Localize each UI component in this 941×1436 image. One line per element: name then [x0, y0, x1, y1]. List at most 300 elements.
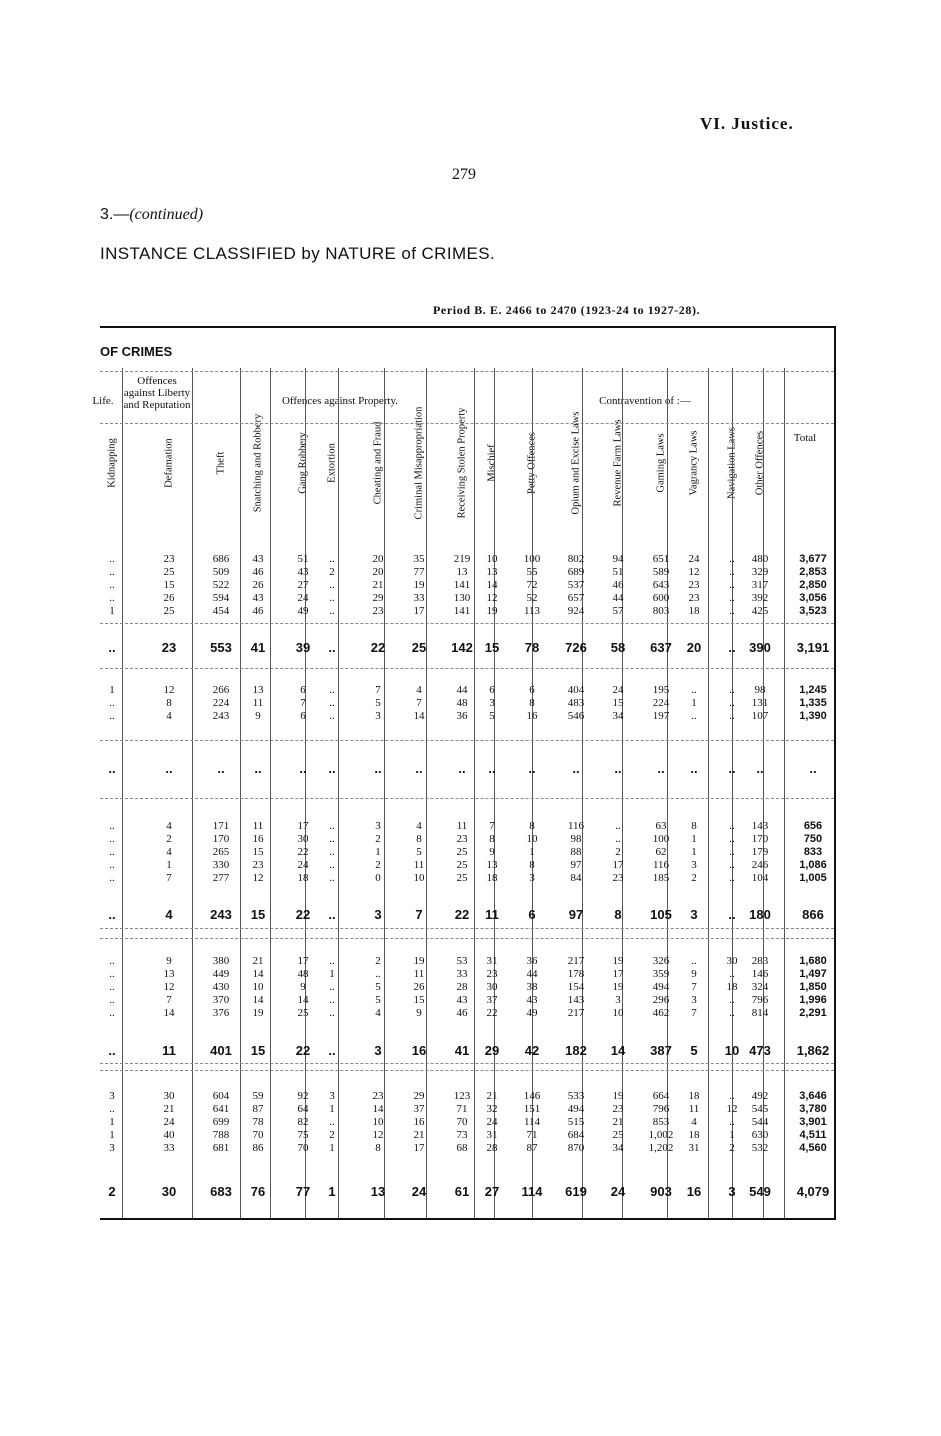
summary-cell: .. [108, 907, 116, 922]
table-cell: 5 [375, 994, 381, 1006]
table-cell: 37 [413, 1103, 425, 1115]
summary-cell: .. [488, 761, 496, 776]
table-cell: 71 [456, 1103, 468, 1115]
column-header-label: Extortion [326, 443, 338, 483]
table-cell: 1 [109, 605, 115, 617]
table-cell: 853 [652, 1116, 670, 1128]
table-row [100, 1129, 834, 1142]
table-cell: 4 [166, 710, 172, 722]
summary-cell: .. [217, 761, 225, 776]
table-cell: 480 [751, 553, 769, 565]
table-row [100, 955, 834, 968]
table-cell: 3 [375, 710, 381, 722]
table-cell: .. [329, 955, 335, 967]
summary-cell: 29 [484, 1043, 500, 1058]
table-cell: 219 [453, 553, 471, 565]
column-header-opium-and-excise-laws [561, 413, 591, 513]
table-cell: 12 [688, 566, 700, 578]
section-label-continued: (continued) [129, 206, 204, 223]
table-cell: 12 [163, 981, 175, 993]
table-cell: 15 [413, 994, 425, 1006]
summary-cell: 2 [108, 1184, 116, 1199]
row-total-cell: 1,005 [799, 872, 827, 884]
table-cell: 12 [372, 1129, 384, 1141]
table-cell: .. [109, 566, 115, 578]
table-cell: 63 [655, 820, 667, 832]
table-cell: 600 [652, 592, 670, 604]
table-cell: 1 [529, 846, 535, 858]
table-cell: 686 [212, 553, 230, 565]
summary-cell: 553 [210, 640, 232, 655]
table-cell: 24 [486, 1116, 498, 1128]
summary-cell: 3 [728, 1184, 736, 1199]
table-cell: 13 [456, 566, 468, 578]
table-cell: 17 [297, 820, 309, 832]
table-cell: .. [329, 697, 335, 709]
table-cell: 15 [612, 697, 624, 709]
table-cell: 9 [416, 1007, 422, 1019]
summary-cell: 15 [484, 640, 500, 655]
table-cell: 30 [163, 1090, 175, 1102]
summary-cell: 3 [690, 907, 698, 922]
table-cell: 870 [567, 1142, 585, 1154]
table-cell: 425 [751, 605, 769, 617]
table-cell: 8 [529, 697, 535, 709]
summary-cell: .. [809, 761, 817, 776]
table-cell: 22 [486, 1007, 498, 1019]
table-cell: .. [329, 592, 335, 604]
summary-cell: .. [108, 640, 116, 655]
table-cell: 2 [329, 1129, 335, 1141]
table-cell: 604 [212, 1090, 230, 1102]
table-cell: 46 [612, 579, 624, 591]
table-cell: 25 [297, 1007, 309, 1019]
summary-cell: 473 [749, 1043, 771, 1058]
table-cell: 51 [612, 566, 624, 578]
table-cell: 7 [691, 1007, 697, 1019]
table-cell: .. [109, 592, 115, 604]
table-cell: 100 [652, 833, 670, 845]
table-cell: 11 [413, 968, 425, 980]
table-cell: 13 [163, 968, 175, 980]
row-rule [100, 371, 834, 372]
column-header-label: Receiving Stolen Property [456, 407, 468, 519]
summary-cell: 42 [524, 1043, 540, 1058]
table-cell: 55 [526, 566, 538, 578]
group-property: Offences against Property. [281, 395, 399, 407]
summary-row [100, 761, 834, 777]
table-cell: 324 [751, 981, 769, 993]
summary-cell: .. [108, 761, 116, 776]
table-cell: 116 [567, 820, 585, 832]
table-cell: .. [729, 833, 735, 845]
table-cell: .. [729, 1116, 735, 1128]
summary-cell: .. [614, 761, 622, 776]
table-cell: 19 [612, 955, 624, 967]
table-cell: .. [329, 553, 335, 565]
table-cell: 16 [252, 833, 264, 845]
table-cell: 2 [729, 1142, 735, 1154]
table-cell: 23 [372, 605, 384, 617]
table-row [100, 579, 834, 592]
table-cell: 197 [652, 710, 670, 722]
table-cell: 1 [691, 697, 697, 709]
table-cell: 2 [375, 859, 381, 871]
table-cell: 24 [297, 859, 309, 871]
column-header-receiving-stolen-property [447, 407, 477, 519]
table-cell: 70 [297, 1142, 309, 1154]
table-cell: 43 [252, 592, 264, 604]
table-cell: .. [329, 1007, 335, 1019]
column-header-label: Gang Robbery [297, 432, 309, 494]
table-cell: 9 [691, 968, 697, 980]
summary-cell: 180 [749, 907, 771, 922]
table-cell: 88 [570, 846, 582, 858]
table-cell: 9 [255, 710, 261, 722]
summary-cell: 97 [568, 907, 584, 922]
table-cell: 100 [523, 553, 541, 565]
table-cell: 684 [567, 1129, 585, 1141]
table-cell: 98 [570, 833, 582, 845]
table-row [100, 592, 834, 605]
table-cell: .. [109, 859, 115, 871]
table-cell: .. [729, 872, 735, 884]
column-header-label: Other Offences [754, 430, 766, 496]
table-cell: .. [109, 846, 115, 858]
summary-cell: .. [328, 640, 336, 655]
column-header-extortion [317, 413, 347, 513]
table-cell: 104 [751, 872, 769, 884]
table-row [100, 1090, 834, 1103]
summary-cell: 683 [210, 1184, 232, 1199]
table-cell: 5 [416, 846, 422, 858]
table-cell: 19 [486, 605, 498, 617]
table-cell: 1 [329, 968, 335, 980]
summary-cell: 182 [565, 1043, 587, 1058]
table-cell: 788 [212, 1129, 230, 1141]
summary-cell: .. [374, 761, 382, 776]
row-total-cell: 833 [803, 846, 823, 858]
table-cell: 2 [329, 566, 335, 578]
table-cell: 9 [489, 846, 495, 858]
table-cell: 9 [166, 955, 172, 967]
table-cell: 23 [486, 968, 498, 980]
table-cell: 33 [413, 592, 425, 604]
table-cell: 43 [297, 566, 309, 578]
summary-cell: 24 [610, 1184, 626, 1199]
table-cell: 532 [751, 1142, 769, 1154]
table-cell: 7 [166, 872, 172, 884]
table-cell: 533 [567, 1090, 585, 1102]
summary-cell: 401 [210, 1043, 232, 1058]
summary-cell: .. [328, 1043, 336, 1058]
column-header-label: Defamation [163, 438, 175, 488]
summary-cell: 22 [370, 640, 386, 655]
summary-cell: 14 [610, 1043, 626, 1058]
table-cell: 11 [456, 820, 468, 832]
row-total-cell: 4,560 [799, 1142, 827, 1154]
table-cell: 23 [372, 1090, 384, 1102]
table-title: INSTANCE CLASSIFIED by NATURE of CRIMES. [100, 244, 496, 263]
table-cell: .. [109, 1103, 115, 1115]
table-cell: 25 [163, 566, 175, 578]
table-cell: 146 [751, 968, 769, 980]
summary-cell: .. [657, 761, 665, 776]
table-cell: 21 [612, 1116, 624, 1128]
table-cell: 6 [300, 710, 306, 722]
summary-cell: 4,079 [796, 1184, 830, 1199]
table-cell: 1 [691, 833, 697, 845]
table-cell: 217 [567, 1007, 585, 1019]
table-cell: 11 [252, 697, 264, 709]
table-cell: 430 [212, 981, 230, 993]
table-cell: 3 [615, 994, 621, 1006]
table-cell: 141 [453, 579, 471, 591]
table-cell: 48 [456, 697, 468, 709]
table-cell: 21 [163, 1103, 175, 1115]
table-cell: 5 [375, 981, 381, 993]
table-cell: 2 [166, 833, 172, 845]
table-cell: 21 [486, 1090, 498, 1102]
table-cell: 92 [297, 1090, 309, 1102]
table-cell: 46 [456, 1007, 468, 1019]
column-header-vagrancy-laws [679, 413, 709, 513]
table-cell: 0 [375, 872, 381, 884]
summary-cell: .. [458, 761, 466, 776]
summary-cell: 726 [565, 640, 587, 655]
table-cell: .. [729, 553, 735, 565]
table-cell: 16 [526, 710, 538, 722]
table-cell: 3 [691, 859, 697, 871]
table-row [100, 566, 834, 579]
table-cell: 64 [297, 1103, 309, 1115]
section-label [100, 206, 203, 224]
summary-cell: .. [328, 761, 336, 776]
table-cell: 265 [212, 846, 230, 858]
table-cell: .. [729, 994, 735, 1006]
table-cell: 44 [612, 592, 624, 604]
table-cell: 40 [163, 1129, 175, 1141]
table-cell: 24 [163, 1116, 175, 1128]
table-cell: 57 [612, 605, 624, 617]
summary-cell: 1 [328, 1184, 336, 1199]
column-header-mischief [477, 413, 507, 513]
table-cell: 36 [456, 710, 468, 722]
table-cell: .. [329, 820, 335, 832]
group-liberty-reputation: Offences against Liberty and Reputation [123, 375, 191, 411]
table-cell: .. [329, 684, 335, 696]
summary-cell: 41 [250, 640, 266, 655]
summary-cell: .. [728, 907, 736, 922]
column-header-label: Mischief [486, 444, 498, 482]
summary-cell: .. [528, 761, 536, 776]
table-cell: .. [329, 710, 335, 722]
table-cell: 25 [456, 846, 468, 858]
summary-cell: .. [108, 1043, 116, 1058]
table-cell: 3 [529, 872, 535, 884]
row-total-cell: 2,853 [799, 566, 827, 578]
table-cell: .. [729, 579, 735, 591]
table-cell: 30 [297, 833, 309, 845]
table-cell: 454 [212, 605, 230, 617]
table-cell: 1 [109, 684, 115, 696]
table-cell: 1 [329, 1103, 335, 1115]
table-cell: 26 [252, 579, 264, 591]
table-cell: 70 [456, 1116, 468, 1128]
table-cell: .. [109, 553, 115, 565]
table-row [100, 1103, 834, 1116]
table-cell: .. [329, 1116, 335, 1128]
summary-cell: 8 [614, 907, 622, 922]
crime-statistics-table [92, 326, 836, 1220]
table-cell: 13 [486, 859, 498, 871]
table-cell: 1 [329, 1142, 335, 1154]
table-cell: 376 [212, 1007, 230, 1019]
row-total-cell: 1,850 [799, 981, 827, 993]
summary-cell: .. [328, 907, 336, 922]
table-cell: 14 [252, 994, 264, 1006]
table-cell: 317 [751, 579, 769, 591]
summary-cell: 15 [250, 907, 266, 922]
summary-row [100, 1043, 834, 1059]
table-cell: 483 [567, 697, 585, 709]
table-cell: 10 [486, 553, 498, 565]
table-cell: 5 [489, 710, 495, 722]
table-cell: 7 [691, 981, 697, 993]
summary-cell: 22 [295, 1043, 311, 1058]
table-row [100, 1142, 834, 1155]
table-cell: 3 [109, 1090, 115, 1102]
table-cell: 4 [166, 820, 172, 832]
table-cell: 123 [453, 1090, 471, 1102]
table-cell: 19 [612, 981, 624, 993]
table-cell: .. [109, 820, 115, 832]
table-cell: 4 [166, 846, 172, 858]
row-rule [100, 668, 834, 669]
table-cell: .. [109, 994, 115, 1006]
table-cell: 1 [109, 1129, 115, 1141]
table-cell: 171 [212, 820, 230, 832]
total-header: Total [793, 432, 817, 444]
table-cell: 2 [691, 872, 697, 884]
table-cell: 25 [456, 872, 468, 884]
table-row [100, 605, 834, 618]
table-cell: .. [615, 833, 621, 845]
table-cell: 87 [252, 1103, 264, 1115]
row-total-cell: 1,497 [799, 968, 827, 980]
table-cell: 18 [688, 1129, 700, 1141]
table-cell: 71 [526, 1129, 538, 1141]
table-cell: .. [109, 833, 115, 845]
table-cell: 12 [486, 592, 498, 604]
table-cell: .. [329, 872, 335, 884]
column-header-label: Criminal Misappropriation [413, 406, 425, 520]
table-cell: 4 [416, 684, 422, 696]
table-cell: 7 [166, 994, 172, 1006]
table-cell: 681 [212, 1142, 230, 1154]
table-cell: 32 [486, 1103, 498, 1115]
table-cell: 34 [612, 710, 624, 722]
table-cell: .. [615, 820, 621, 832]
table-cell: 114 [523, 1116, 541, 1128]
table-cell: 84 [570, 872, 582, 884]
table-row [100, 820, 834, 833]
summary-cell: 23 [161, 640, 177, 655]
table-cell: 87 [526, 1142, 538, 1154]
table-cell: 12 [726, 1103, 738, 1115]
table-cell: 31 [688, 1142, 700, 1154]
summary-cell: 549 [749, 1184, 771, 1199]
table-cell: 77 [413, 566, 425, 578]
table-cell: 641 [212, 1103, 230, 1115]
table-cell: 494 [567, 1103, 585, 1115]
table-cell: 370 [212, 994, 230, 1006]
table-cell: 37 [486, 994, 498, 1006]
table-cell: 113 [523, 605, 541, 617]
table-cell: 17 [413, 605, 425, 617]
table-cell: 8 [529, 820, 535, 832]
table-cell: 7 [300, 697, 306, 709]
table-cell: 10 [413, 872, 425, 884]
table-cell: 814 [751, 1007, 769, 1019]
summary-cell: 390 [749, 640, 771, 655]
summary-cell: 77 [295, 1184, 311, 1199]
table-cell: 2 [375, 833, 381, 845]
table-cell: 326 [652, 955, 670, 967]
summary-cell: 142 [451, 640, 473, 655]
column-header-label: Vagrancy Laws [688, 430, 700, 496]
table-cell: 36 [526, 955, 538, 967]
column-header-defamation [154, 413, 184, 513]
summary-cell: 5 [690, 1043, 698, 1058]
table-cell: .. [329, 846, 335, 858]
row-total-cell: 3,523 [799, 605, 827, 617]
table-cell: 803 [652, 605, 670, 617]
summary-cell: 1,862 [796, 1043, 830, 1058]
table-cell: 3 [375, 820, 381, 832]
row-total-cell: 1,996 [799, 994, 827, 1006]
summary-cell: 4 [165, 907, 173, 922]
table-cell: .. [729, 1090, 735, 1102]
table-cell: 4 [375, 1007, 381, 1019]
row-total-cell: 1,335 [799, 697, 827, 709]
summary-cell: 24 [411, 1184, 427, 1199]
table-cell: 21 [413, 1129, 425, 1141]
table-row [100, 710, 834, 723]
table-cell: 12 [252, 872, 264, 884]
period-caption: Period B. E. 2466 to 2470 (1923-24 to 1927-28). [433, 303, 701, 317]
summary-cell: .. [165, 761, 173, 776]
table-cell: 7 [416, 697, 422, 709]
table-cell: .. [109, 579, 115, 591]
group-contravention: Contravention of :— [599, 395, 691, 407]
table-cell: .. [329, 833, 335, 845]
summary-cell: 3 [374, 907, 382, 922]
table-cell: 1 [729, 1129, 735, 1141]
page-number: 279 [452, 166, 476, 183]
table-cell: 8 [489, 833, 495, 845]
table-cell: 25 [163, 605, 175, 617]
table-cell: 59 [252, 1090, 264, 1102]
summary-cell: 10 [724, 1043, 740, 1058]
table-cell: 17 [612, 968, 624, 980]
table-cell: 8 [166, 697, 172, 709]
row-total-cell: 3,056 [799, 592, 827, 604]
table-cell: 296 [652, 994, 670, 1006]
summary-row [100, 907, 834, 923]
table-cell: 10 [612, 1007, 624, 1019]
table-cell: 23 [612, 872, 624, 884]
